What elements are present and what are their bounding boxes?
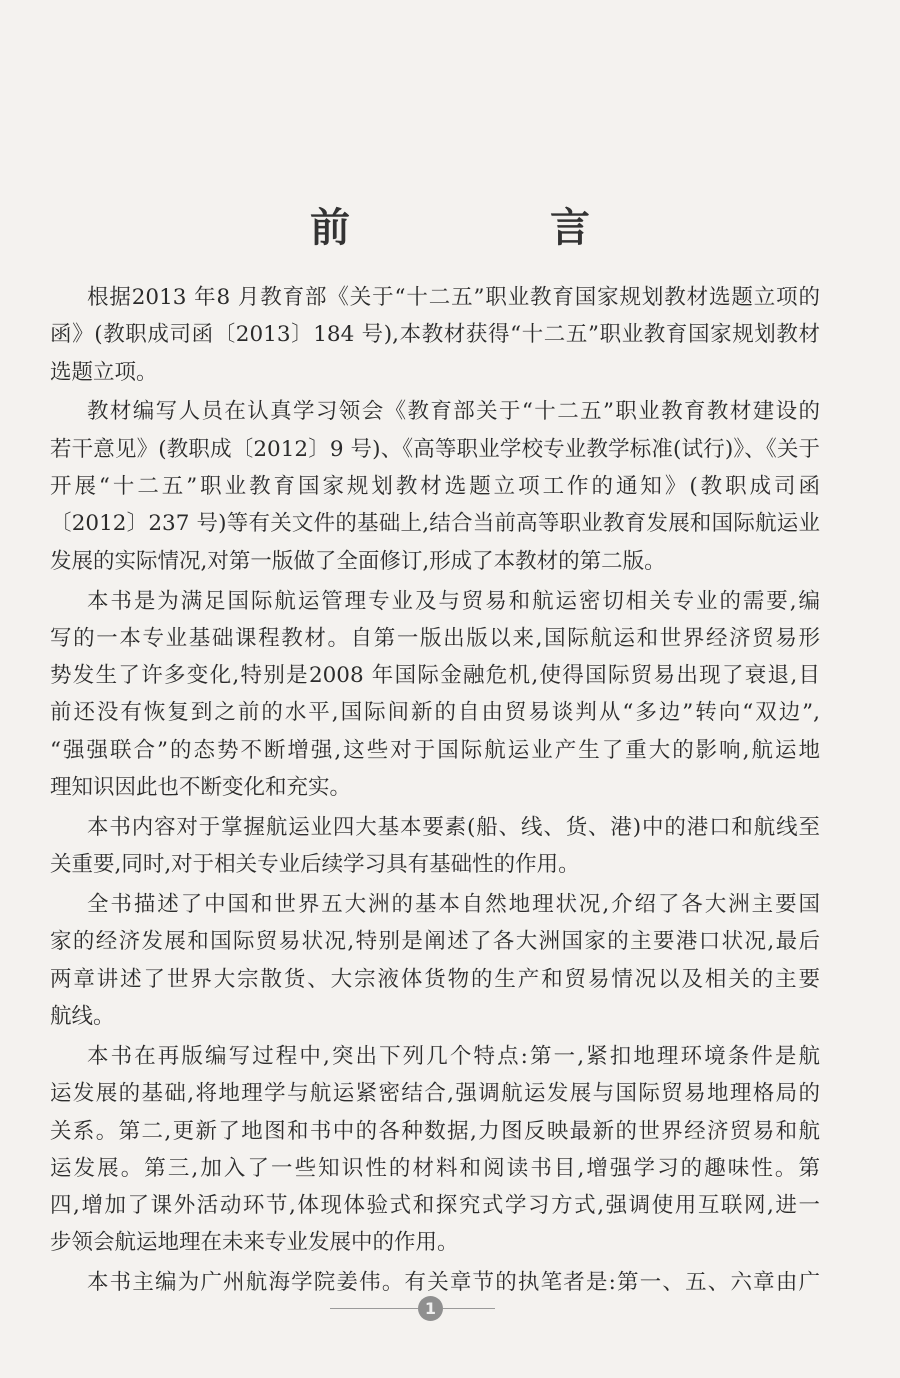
paragraph-line: 关重要,同时,对于相关专业后续学习具有基础性的作用。 [50,852,580,878]
page-number-footer [0,1296,900,1322]
paragraph [50,886,820,1035]
paragraph-line: 全书描述了中国和世界五大洲的基本自然地理状况,介绍了各大洲主要国 [87,892,820,918]
paragraph-line: 步领会航运地理在未来专业发展中的作用。 [50,1230,459,1256]
paragraph-line: 关系。第二,更新了地图和书中的各种数据,力图反映最新的世界经济贸易和航 [50,1118,820,1144]
paragraph-line: 本书是为满足国际航运管理专业及与贸易和航运密切相关专业的需要,编 [87,588,820,614]
page-number: 1 [418,1296,443,1321]
paragraph [50,809,820,884]
paragraph [50,279,820,391]
paragraph-line: 前还没有恢复到之前的水平,国际间新的自由贸易谈判从“多边”转向“双边”, [50,700,820,726]
paragraph-line: 函》(教职成司函〔2013〕184 号),本教材获得“十二五”职业教育国家规划教材 [50,322,820,348]
preface-body [50,279,820,1304]
paragraph [50,393,820,579]
paragraph-line: 四,增加了课外活动环节,体现体验式和探究式学习方式,强调使用互联网,进一 [50,1193,820,1219]
paragraph-line: 开展“十二五”职业教育国家规划教材选题立项工作的通知》(教职成司函 [50,474,820,500]
page-title: 前 言 [310,205,670,251]
footer-rule-left [330,1308,418,1309]
paragraph-line: 理知识因此也不断变化和充实。 [50,775,352,801]
paragraph-line: 本书主编为广州航海学院姜伟。有关章节的执笔者是:第一、五、六章由广 [87,1270,820,1296]
paragraph-line: 本书在再版编写过程中,突出下列几个特点:第一,紧扣地理环境条件是航 [87,1043,820,1069]
paragraph-line: 选题立项。 [50,359,158,385]
paragraph-line: 写的一本专业基础课程教材。自第一版出版以来,国际航运和世界经济贸易形 [50,625,820,651]
paragraph [50,583,820,807]
paragraph-line: 航线。 [50,1004,115,1030]
paragraph [50,1038,820,1262]
paragraph-line: 若干意见》(教职成〔2012〕9 号)、《高等职业学校专业教学标准(试行)》、《关于 [50,436,820,462]
paragraph-line: 两章讲述了世界大宗散货、大宗液体货物的生产和贸易情况以及相关的主要 [50,966,820,992]
paragraph-line: 势发生了许多变化,特别是2008 年国际金融危机,使得国际贸易出现了衰退,目 [50,663,820,689]
paragraph-line: 教材编写人员在认真学习领会《教育部关于“十二五”职业教育教材建设的 [87,399,820,425]
paragraph-line: 运发展。第三,加入了一些知识性的材料和阅读书目,增强学习的趣味性。第 [50,1155,820,1181]
paragraph-line: 运发展的基础,将地理学与航运紧密结合,强调航运发展与国际贸易地理格局的 [50,1081,820,1107]
paragraph-line: 根据2013 年8 月教育部《关于“十二五”职业教育国家规划教材选题立项的 [87,285,820,310]
paragraph-line: 家的经济发展和国际贸易状况,特别是阐述了各大洲国家的主要港口状况,最后 [50,929,820,955]
paragraph-line: 发展的实际情况,对第一版做了全面修订,形成了本教材的第二版。 [50,548,666,574]
paragraph-line: 〔2012〕237 号)等有关文件的基础上,结合当前高等职业教育发展和国际航运业 [50,511,820,537]
footer-rule-right [443,1308,495,1309]
paragraph-line: 本书内容对于掌握航运业四大基本要素(船、线、货、港)中的港口和航线至 [87,814,820,840]
paragraph-line: “强强联合”的态势不断增强,这些对于国际航运业产生了重大的影响,航运地 [50,737,820,763]
